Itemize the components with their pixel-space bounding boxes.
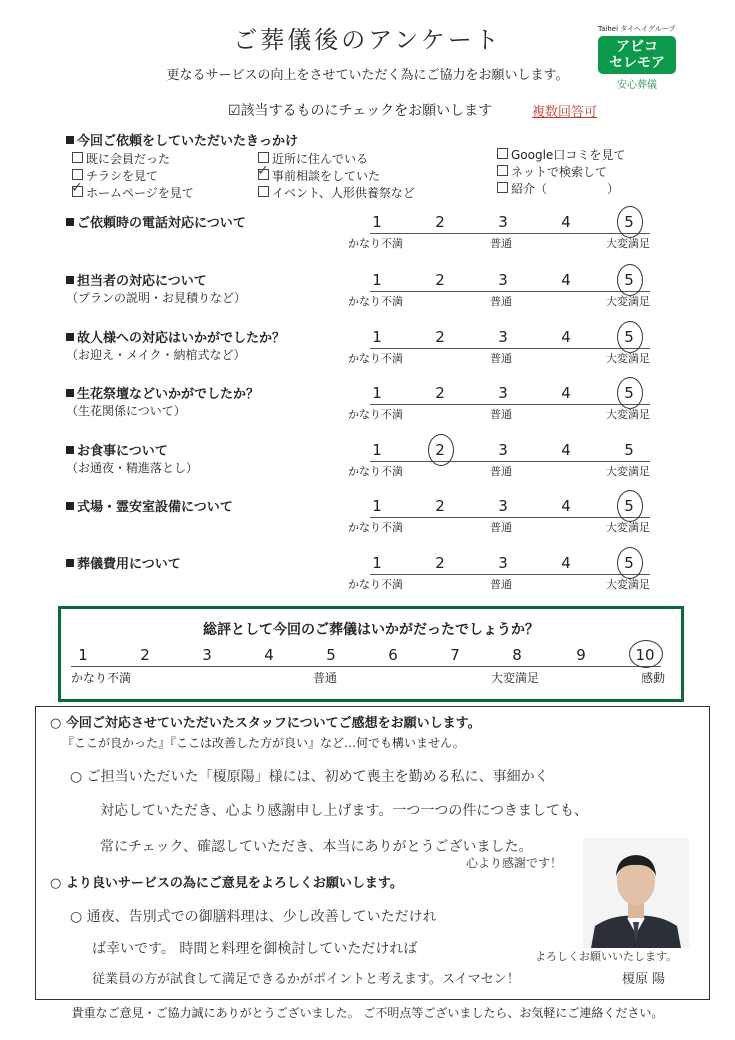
scale-option-1[interactable]: 1 <box>372 328 382 346</box>
option-member[interactable] <box>72 150 170 167</box>
brand-group: Taihei タイヘイグループ <box>598 25 676 33</box>
staff-photo <box>583 838 689 948</box>
multi-answer-note: 複数回答可 <box>532 105 598 120</box>
footer-text: 貴重なご意見・ご協力誠にありがとうございました。 ご不明点等ございましたら、お気軽にご連絡ください。 <box>71 1006 664 1020</box>
scale-label-high: 大変満足 <box>606 578 650 591</box>
scale-label-low: かなり不満 <box>348 521 403 534</box>
scale-option-5[interactable]: 5 <box>624 441 634 459</box>
question-title-text: お食事について <box>77 444 168 459</box>
scale-option-3[interactable]: 3 <box>498 328 508 346</box>
option-homepage[interactable] <box>72 184 194 201</box>
question-subtitle: （生花関係について） <box>66 404 186 418</box>
scale-option-3[interactable]: 3 <box>498 554 508 572</box>
scale-option-4[interactable]: 4 <box>561 441 571 459</box>
check-mark-icon: ✓ <box>71 180 83 196</box>
answer-circle <box>428 434 454 466</box>
overall-option-8[interactable]: 8 <box>512 646 522 664</box>
scale-option-2[interactable]: 2 <box>435 554 445 572</box>
option-label: チラシを見て <box>86 169 159 183</box>
square-bullet-icon <box>66 559 74 567</box>
scale-line <box>370 517 650 518</box>
scale-option-3[interactable]: 3 <box>498 271 508 289</box>
question-title-text: 式場・霊安室設備について <box>77 500 233 515</box>
question-title <box>66 553 181 572</box>
checkbox[interactable] <box>497 165 508 176</box>
overall-scale-line <box>71 666 661 667</box>
scale-label-high: 大変満足 <box>606 352 650 365</box>
option-google[interactable] <box>497 146 625 163</box>
question-title <box>66 327 285 346</box>
scale-label-high: 大変満足 <box>606 408 650 421</box>
scale-label-mid: 普通 <box>490 352 512 365</box>
option-label: イベント、人形供養祭など <box>272 186 415 200</box>
scale-label-low: かなり不満 <box>348 408 403 421</box>
question-title <box>66 383 259 402</box>
scale-label-low: かなり不満 <box>348 352 403 365</box>
intro-text: 更なるサービスの向上をさせていただく為にご協力をお願いします。 <box>166 68 569 83</box>
comment2-line: ば幸いです。 時間と料理を御検討していただければ <box>92 941 418 957</box>
scale-line <box>370 348 650 349</box>
option-event[interactable] <box>258 184 415 201</box>
option-label: 事前相談をしていた <box>272 169 381 183</box>
overall-option-4[interactable]: 4 <box>264 646 274 664</box>
scale-line <box>370 404 650 405</box>
scale-option-2[interactable]: 2 <box>435 328 445 346</box>
scale-line <box>370 233 650 234</box>
comment2-line: よろしくお願いいたします。 <box>535 950 678 963</box>
scale-line <box>370 461 650 462</box>
square-bullet-icon <box>66 446 74 454</box>
overall-label-low: かなり不満 <box>71 671 132 685</box>
scale-label-mid: 普通 <box>490 521 512 534</box>
question-title <box>66 270 207 289</box>
scale-option-4[interactable]: 4 <box>561 328 571 346</box>
square-bullet-icon <box>66 276 74 284</box>
overall-option-9[interactable]: 9 <box>576 646 586 664</box>
scale-label-high: 大変満足 <box>606 465 650 478</box>
checkbox[interactable] <box>72 169 83 180</box>
comment1-title-text: 今回ご対応させていただいたスタッフについてご感想をお願いします。 <box>65 716 481 731</box>
circle-bullet-icon: ○ <box>50 716 62 731</box>
instruction <box>228 100 492 120</box>
scale-option-4[interactable]: 4 <box>561 271 571 289</box>
option-label: ネットで検索して <box>511 165 608 179</box>
overall-label-mid: 普通 <box>313 671 338 685</box>
scale-option-3[interactable]: 3 <box>498 384 508 402</box>
question-title <box>66 496 233 515</box>
comment2-title <box>50 872 403 891</box>
overall-box <box>58 606 684 702</box>
checkbox-icon: ☑ <box>228 103 241 119</box>
overall-option-2[interactable]: 2 <box>140 646 150 664</box>
scale-option-2[interactable]: 2 <box>435 271 445 289</box>
scale-label-mid: 普通 <box>490 295 512 308</box>
scale-option-4[interactable]: 4 <box>561 384 571 402</box>
scale-label-low: かなり不満 <box>348 295 403 308</box>
brand-line2: セレモア <box>609 55 665 71</box>
scale-label-high: 大変満足 <box>606 295 650 308</box>
square-bullet-icon <box>66 389 74 397</box>
checkbox[interactable] <box>258 186 269 197</box>
brand-line1: アビコ <box>616 39 658 55</box>
checkbox[interactable] <box>497 148 508 159</box>
check-mark-icon: ✓ <box>257 163 269 179</box>
comment1-line: 常にチェック、確認していただき、本当にありがとうございました。 <box>100 839 533 855</box>
option-net[interactable] <box>497 163 607 180</box>
question-subtitle: （お迎え・メイク・納棺式など） <box>66 348 246 362</box>
q0-title <box>66 130 298 149</box>
page-title: ご葬儀後のアンケート <box>233 26 502 54</box>
option-label: 既に会員だった <box>86 152 171 166</box>
scale-label-mid: 普通 <box>490 578 512 591</box>
comment2-line: 従業員の方が試食して満足できるかがポイントと考えます。スイマセン！ <box>92 972 520 987</box>
overall-option-1[interactable]: 1 <box>78 646 88 664</box>
overall-answer-circle <box>629 640 663 668</box>
scale-option-3[interactable]: 3 <box>498 441 508 459</box>
answer-circle <box>617 547 643 579</box>
question-title-text: 葬儀費用について <box>77 557 181 572</box>
checkbox[interactable] <box>72 152 83 163</box>
brand-sub: 安心葬儀 <box>617 80 657 91</box>
overall-option-6[interactable]: 6 <box>388 646 398 664</box>
scale-option-3[interactable]: 3 <box>498 497 508 515</box>
overall-label-high: 大変満足 <box>491 671 540 685</box>
overall-option-10[interactable]: 10 <box>635 646 655 664</box>
option-referral[interactable] <box>497 180 619 197</box>
scale-option-1[interactable]: 1 <box>372 497 382 515</box>
option-consult[interactable] <box>258 167 380 184</box>
scale-option-5[interactable]: 5 <box>624 271 634 289</box>
scale-option-2[interactable]: 2 <box>435 497 445 515</box>
scale-option-5[interactable]: 5 <box>624 384 634 402</box>
answer-circle <box>617 321 643 353</box>
scale-option-1[interactable]: 1 <box>372 271 382 289</box>
square-bullet-icon <box>66 218 74 226</box>
signature: 榎原 陽 <box>622 972 666 987</box>
q0-title-text: 今回ご依頼をしていただいたきっかけ <box>77 134 299 149</box>
option-nearby[interactable] <box>258 150 368 167</box>
scale-label-low: かなり不満 <box>348 578 403 591</box>
overall-option-7[interactable]: 7 <box>450 646 460 664</box>
option-label: 紹介（ ） <box>511 182 620 196</box>
overall-option-5[interactable]: 5 <box>326 646 336 664</box>
instruction-text: 該当するものにチェックをお願いします <box>240 103 493 119</box>
option-label: 近所に住んでいる <box>272 152 369 166</box>
answer-circle <box>617 264 643 296</box>
circle-bullet-icon: ○ <box>50 876 62 891</box>
question-title <box>66 440 168 459</box>
scale-option-4[interactable]: 4 <box>561 554 571 572</box>
question-title-text: 生花祭壇などいかがでしたか？ <box>77 387 260 402</box>
comment2-line: ○ 通夜、告別式での御膳料理は、少し改善していただけれ <box>70 909 437 925</box>
question-subtitle: （お通夜・精進落とし） <box>66 461 199 475</box>
scale-option-4[interactable]: 4 <box>561 213 571 231</box>
scale-label-low: かなり不満 <box>348 465 403 478</box>
comment1-title <box>50 712 481 731</box>
scale-label-mid: 普通 <box>490 237 512 250</box>
overall-label-top: 感動 <box>641 671 666 685</box>
scale-option-5[interactable]: 5 <box>624 497 634 515</box>
option-label: ホームページを見て <box>86 186 194 200</box>
comment1-line: 対応していただき、心より感謝申し上げます。一つ一つの件につきましても、 <box>100 803 589 819</box>
comment1-hint: 『ここが良かった』『ここは改善した方が良い』など…何でも構いません。 <box>62 736 465 750</box>
scale-label-low: かなり不満 <box>348 237 403 250</box>
scale-line <box>370 291 650 292</box>
scale-label-high: 大変満足 <box>606 521 650 534</box>
scale-option-5[interactable]: 5 <box>624 328 634 346</box>
comment1-line: ○ ご担当いただいた「榎原陽」様には、初めて喪主を勤める私に、事細かく <box>70 769 549 785</box>
scale-label-mid: 普通 <box>490 465 512 478</box>
answer-circle <box>617 377 643 409</box>
option-flyer[interactable] <box>72 167 158 184</box>
square-bullet-icon <box>66 136 74 144</box>
option-label: Google口コミを見て <box>511 148 626 162</box>
scale-option-1[interactable]: 1 <box>372 213 382 231</box>
scale-option-5[interactable]: 5 <box>624 554 634 572</box>
question-title <box>66 212 246 231</box>
square-bullet-icon <box>66 502 74 510</box>
question-title-text: 担当者の対応について <box>77 274 207 289</box>
scale-option-4[interactable]: 4 <box>561 497 571 515</box>
checkbox[interactable] <box>258 152 269 163</box>
overall-question: 総評として今回のご葬儀はいかがだったでしょうか？ <box>203 622 539 638</box>
scale-option-1[interactable]: 1 <box>372 441 382 459</box>
scale-option-1[interactable]: 1 <box>372 554 382 572</box>
answer-circle <box>617 490 643 522</box>
comment2-title-text: より良いサービスの為にご意見をよろしくお願いします。 <box>65 876 403 891</box>
scale-line <box>370 574 650 575</box>
square-bullet-icon <box>66 333 74 341</box>
scale-option-1[interactable]: 1 <box>372 384 382 402</box>
comment1-line: 心より感謝です！ <box>466 856 563 870</box>
answer-circle <box>617 206 643 238</box>
question-title-text: 故人様への対応はいかがでしたか？ <box>77 331 286 346</box>
question-subtitle: （プランの説明・お見積りなど） <box>66 291 247 305</box>
scale-label-high: 大変満足 <box>606 237 650 250</box>
scale-label-mid: 普通 <box>490 408 512 421</box>
question-title-text: ご依頼時の電話対応について <box>77 216 246 231</box>
scale-option-2[interactable]: 2 <box>435 384 445 402</box>
scale-option-2[interactable]: 2 <box>435 441 445 459</box>
scale-option-5[interactable]: 5 <box>624 213 634 231</box>
scale-option-2[interactable]: 2 <box>435 213 445 231</box>
overall-option-3[interactable]: 3 <box>202 646 212 664</box>
checkbox[interactable] <box>497 182 508 193</box>
scale-option-3[interactable]: 3 <box>498 213 508 231</box>
